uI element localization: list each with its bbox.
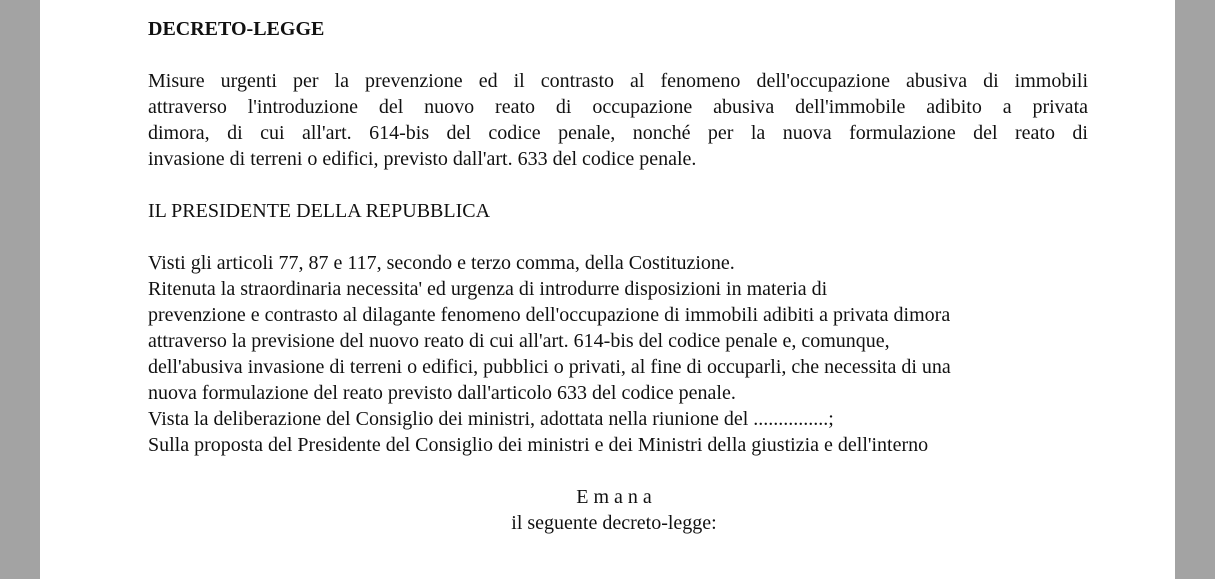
decree-title-line: Misure urgenti per la prevenzione ed il contrasto al fenomeno dell'occupazione abusiva di immobili [148,70,1088,92]
document-page [40,0,1175,579]
recital-line: attraverso la previsione del nuovo reato di cui all'art. 614-bis del codice penale e, comunque, [148,330,890,352]
decree-title-line: attraverso l'introduzione del nuovo reato di occupazione abusiva dell'immobile adibito a privata [148,96,1088,118]
decree-intro: il seguente decreto-legge: [511,512,717,534]
president-heading: IL PRESIDENTE DELLA REPUBBLICA [148,200,491,222]
enactment [140,484,1088,536]
recital-line: Ritenuta la straordinaria necessita' ed urgenza di introdurre disposizioni in materia di [148,278,828,300]
decree-title-line: dimora, di cui all'art. 614-bis del codice penale, nonché per la nuova formulazione del reato di [148,122,1088,144]
decree-title [148,68,1088,172]
document-heading: DECRETO-LEGGE [148,18,325,40]
recital-line: prevenzione e contrasto al dilagante fenomeno dell'occupazione di immobili adibiti a privata dimora [148,304,951,326]
recital-line: nuova formulazione del reato previsto dall'articolo 633 del codice penale. [148,382,736,404]
recital-line: Vista la deliberazione del Consiglio dei ministri, adottata nella riunione del ...............; [148,408,834,430]
recitals [148,250,1088,458]
emana-label: E m a n a [576,486,652,508]
decree-title-line: invasione di terreni o edifici, previsto dall'art. 633 del codice penale. [148,148,697,170]
recital-line: dell'abusiva invasione di terreni o edifici, pubblici o privati, al fine di occuparli, che necessita di una [148,356,951,378]
document-content [148,16,1088,536]
recital-line: Visti gli articoli 77, 87 e 117, secondo e terzo comma, della Costituzione. [148,252,735,274]
recital-line: Sulla proposta del Presidente del Consiglio dei ministri e dei Ministri della giustizia e dell'interno [148,434,929,456]
